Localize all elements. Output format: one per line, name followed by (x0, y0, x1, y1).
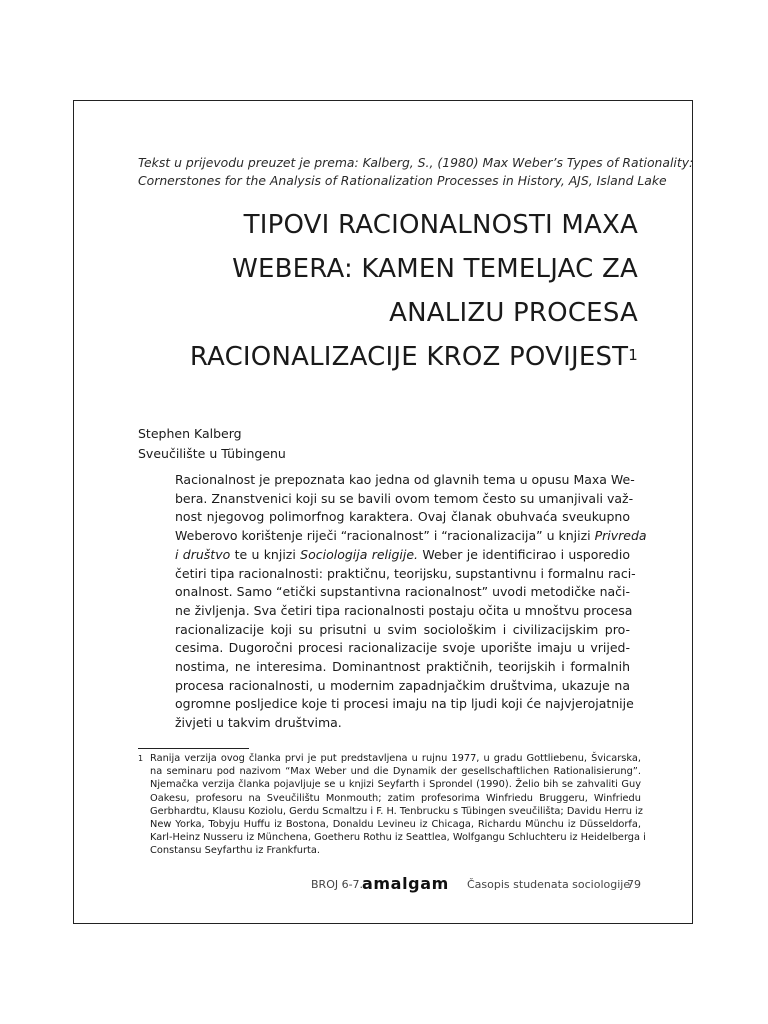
article-title (138, 203, 638, 379)
footnote-line: Constansu Seyfarthu iz Frankfurta. (150, 845, 320, 857)
abstract-line-text: Weber je identificirao i usporedio (422, 546, 630, 562)
title-line: ANALIZU PROCESA (389, 298, 638, 328)
abstract-line-text: Weberovo korištenje riječi “racionalnost” i “racionalizacija” u knjizi (175, 528, 591, 544)
source-note (138, 154, 694, 190)
issue-number: BROJ 6-7. (311, 878, 364, 891)
abstract (175, 471, 647, 733)
title-line (138, 335, 638, 379)
footnote-line: Njemačka verzija članka pojavljuje se u knjizi Seyfarth i Sprondel (1990). Želio bih se zahvaliti Guy (150, 779, 641, 791)
abstract-line-text: te u knjizi (234, 546, 296, 562)
footnote-line: Oakesu, profesoru na Sveučilištu Monmouth; zatim profesorima Winfriedu Bruggeru, Winfriedu (150, 792, 641, 804)
abstract-line: bera. Znanstvenici koji su se bavili ovom temom često su umanjivali važ- (175, 490, 634, 506)
abstract-line: nost njegovog polimorfnog karaktera. Ovaj članak obuhvaća sveukupno (175, 509, 630, 525)
title-line-text: RACIONALIZACIJE KROZ POVIJEST (189, 342, 629, 372)
abstract-line: nostima, ne interesima. Dominantnost praktičnih, teorijskih i formalnih (175, 659, 630, 675)
abstract-line: cesima. Dugoročni procesi racionalizacije svoje uporište imaju u vrijed- (175, 640, 630, 656)
journal-logo: amalgam (362, 874, 449, 893)
abstract-line: ne življenja. Sva četiri tipa racionalnosti postaju očita u mnoštvu procesa (175, 602, 633, 618)
footnote-line: Gerbhardtu, Klausu Koziolu, Gerdu Scmaltzu i F. H. Tenbrucku s Tübingen sveučilišta; Davidu Herru iz (150, 805, 643, 817)
title-line: WEBERA: KAMEN TEMELJAC ZA (232, 254, 638, 284)
book-title-italic: Privreda (594, 528, 647, 544)
abstract-line: onalnost. Samo “etički supstantivna racionalnost” uvodi metodičke nači- (175, 584, 631, 600)
footnote-line: New Yorka, Tobyju Huffu iz Bostona, Donaldu Levineu iz Chicaga, Richardu Münchu iz Düsseldorfa, (150, 819, 641, 831)
journal-subtitle: Časopis studenata sociologije (467, 878, 631, 891)
abstract-line: ogromne posljedice koje ti procesi imaju na tip ljudi koji će najvjerojatnije (175, 696, 634, 712)
book-title-italic: i društvo (175, 546, 231, 562)
author-name: Stephen Kalberg (138, 426, 242, 441)
footnote-text (150, 752, 646, 858)
source-note-line: Cornerstones for the Analysis of Rationalization Processes in History, AJS, Island Lake (138, 173, 667, 188)
footnote (138, 752, 646, 858)
abstract-line: četiri tipa racionalnosti: praktičnu, teorijsku, supstantivnu i formalnu raci- (175, 565, 636, 581)
book-title-italic: Sociologija religije. (300, 546, 419, 562)
abstract-line: racionalizacije koji su prisutni u svim sociološkim i civilizacijskim pro- (175, 621, 630, 637)
abstract-line: živjeti u takvim društvima. (175, 715, 342, 731)
author-block (138, 424, 286, 464)
footnote-divider (138, 748, 249, 749)
abstract-line (175, 527, 647, 546)
abstract-line: procesa racionalnosti, u modernim zapadnjačkim društvima, ukazuje na (175, 677, 630, 693)
author-affiliation: Sveučilište u Tübingenu (138, 446, 286, 461)
title-line: TIPOVI RACIONALNOSTI MAXA (243, 210, 638, 240)
footnote-line: na seminaru pod nazivom “Max Weber und die Dynamik der gesellschaftlichen Rationalisierung”. (150, 766, 641, 778)
abstract-line: Racionalnost je prepoznata kao jedna od glavnih tema u opusu Maxa We- (175, 472, 635, 487)
page-number: 79 (627, 878, 641, 891)
source-note-line: Tekst u prijevodu preuzet je prema: Kalberg, S., (1980) Max Weber’s Types of Rationality: (138, 155, 694, 170)
footnote-line: Ranija verzija ovog članka prvi je put predstavljena u rujnu 1977, u gradu Gottliebenu, Švicarska, (150, 753, 641, 764)
title-footnote-ref[interactable]: 1 (628, 346, 638, 364)
abstract-line (175, 546, 630, 565)
footnote-line: Karl-Heinz Nusseru iz Münchena, Goetheru Rothu iz Seattlea, Wolfgangu Schluchteru iz Heidelberga i (150, 832, 646, 844)
footnote-marker: 1 (138, 754, 144, 763)
